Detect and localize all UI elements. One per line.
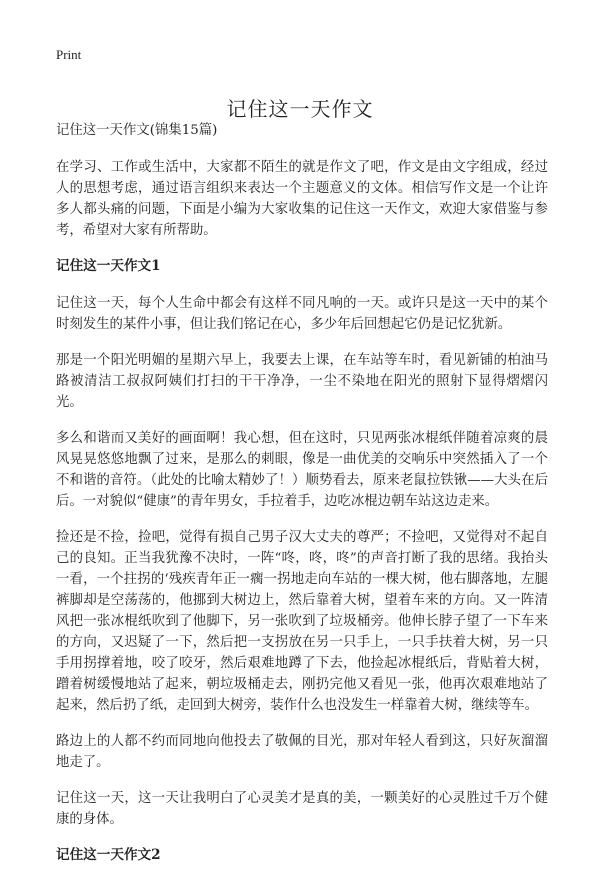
paragraph-1: 记住这一天，每个人生命中都会有这样不同凡响的一天。或许只是这一天中的某个时刻发生的某件小事，但让我们铭记在心，多少年后回想起它仍是记忆犹新。 bbox=[56, 296, 548, 332]
paragraph-3: 多么和谐而又美好的画面啊！我心想，但在这时，只见两张冰棍纸伴随着凉爽的晨风晃晃悠悠地飘了过来，是那么的刺眼，像是一曲优美的交响乐中突然插入了一个不和谐的音符。（此处的比喻太精妙了！）顺势看去，原来老鼠拉铁锹——大头在后后。一对貌似“健康”的青年男女，手拉着手，边吃冰棍边朝车站这边走来。 bbox=[56, 431, 548, 509]
paragraph-4: 捡还是不捡，捡吧，觉得有损自己男子汉大丈夫的尊严；不捡吧，又觉得对不起自己的良知。正当我犹豫不决时，一阵“咚，咚，咚”的声音打断了我的思绪。我抬头一看，一个拄拐的‘残疾青年正一瘸一拐地走向车站的一棵大树，他右脚落地，左腿裤脚却是空荡荡的，他挪到大树边上，然后靠着大树，望着车来的方向。又一阵清风把一张冰棍纸吹到了他脚下，另一张吹到了垃圾桶旁。他伸长脖子望了一下车来的方向，又迟疑了一下，然后把一支拐放在另一只手上，一只手扶着大树，另一只手用拐撑着地，咬了咬牙，然后艰难地蹲了下去，他捡起冰棍纸后，背贴着大树，蹭着树缓慢地站了起来，朝垃圾桶走去，刚扔完他又看见一张，他再次艰难地站了起来，然后扔了纸，走回到大树旁，装作什么也没发生一样靠着大树，继续等车。 bbox=[56, 530, 548, 713]
print-link[interactable]: Print bbox=[56, 47, 82, 62]
article-subtitle: 记住这一天作文(锦集15篇) bbox=[56, 123, 218, 138]
page-title: 记住这一天作文 bbox=[226, 97, 374, 122]
section-heading-1: 记住这一天作文1 bbox=[56, 258, 161, 274]
paragraph-5: 路边上的人都不约而同地向他投去了敬佩的目光，那对年轻人看到这，只好灰溜溜地走了。 bbox=[56, 734, 548, 770]
article-body bbox=[56, 120, 548, 882]
section-heading-2: 记住这一天作文2 bbox=[56, 847, 161, 863]
intro-paragraph: 在学习、工作或生活中，大家都不陌生的就是作文了吧，作文是由文字组成，经过人的思想考虑，通过语言组织来表达一个主题意义的文体。相信写作文是一个让许多人都头痛的问题，下面是小编为大家收集的记住这一天作文，欢迎大家借鉴与参考，希望对大家有所帮助。 bbox=[56, 160, 548, 238]
paragraph-2: 那是一个阳光明媚的星期六早上，我要去上课，在车站等车时，看见新铺的柏油马路被清洁工叔叔阿姨们打扫的干干净净，一尘不染地在阳光的照射下显得熠熠闪光。 bbox=[56, 353, 548, 410]
paragraph-6: 记住这一天，这一天让我明白了心灵美才是真的美，一颗美好的心灵胜过千万个健康的身体。 bbox=[56, 791, 548, 827]
